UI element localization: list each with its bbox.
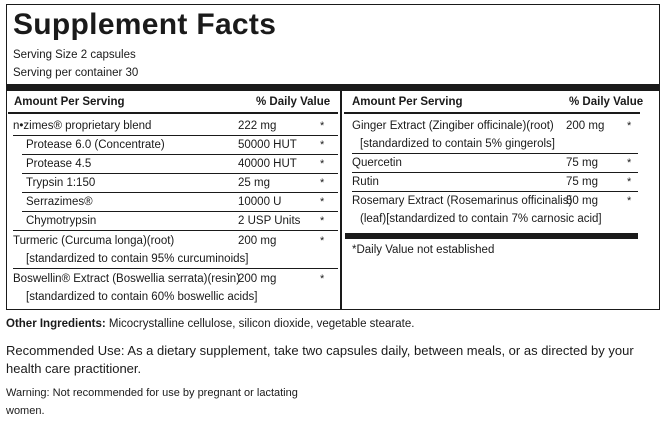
serving-size: Serving Size 2 capsules bbox=[13, 49, 136, 61]
row-rule bbox=[22, 173, 338, 174]
right-row-name: Quercetin bbox=[352, 157, 402, 169]
servings-per-container: Serving per container 30 bbox=[13, 67, 139, 79]
left-row-amount: 40000 HUT bbox=[238, 158, 297, 170]
row-rule bbox=[352, 172, 638, 173]
row-rule bbox=[13, 230, 338, 231]
left-row-dv: * bbox=[320, 177, 325, 189]
right-row-amount: 75 mg bbox=[566, 176, 598, 188]
left-row-amount: 25 mg bbox=[238, 177, 270, 189]
left-row-name: Protease 6.0 (Concentrate) bbox=[26, 139, 165, 151]
panel-title: Supplement Facts bbox=[13, 8, 277, 41]
right-row-amount: 75 mg bbox=[566, 157, 598, 169]
recommended-use: Recommended Use: As a dietary supplement, take two capsules daily, between meals, or as directed by your health care practitioner. bbox=[6, 343, 634, 376]
right-header-rule bbox=[344, 112, 640, 114]
left-row-amount: 200 mg bbox=[238, 235, 277, 247]
right-row-name: Rutin bbox=[352, 176, 379, 188]
right-header-dv: % Daily Value bbox=[569, 96, 644, 108]
row-rule bbox=[22, 192, 338, 193]
daily-value-footnote: *Daily Value not established bbox=[352, 244, 495, 256]
left-row-amount: 222 mg bbox=[238, 120, 277, 132]
right-row-name: Ginger Extract (Zingiber officinale)(root) bbox=[352, 120, 554, 132]
left-row-name: Chymotrypsin bbox=[26, 215, 97, 227]
left-row-dv: * bbox=[320, 158, 325, 170]
warning: Warning: Not recommended for use by pregnant or lactating women. bbox=[6, 387, 298, 417]
left-header-rule bbox=[8, 112, 338, 114]
right-row-note: [standardized to contain 5% gingerols] bbox=[360, 138, 555, 150]
left-header-dv: % Daily Value bbox=[256, 96, 331, 108]
right-header-amount: Amount Per Serving bbox=[352, 96, 463, 108]
right-row-dv: * bbox=[627, 157, 632, 169]
other-ingredients bbox=[6, 318, 414, 330]
left-row-dv: * bbox=[320, 120, 325, 132]
left-row-amount: 2 USP Units bbox=[238, 215, 301, 227]
left-row-amount: 50000 HUT bbox=[238, 139, 297, 151]
row-rule bbox=[22, 154, 338, 155]
row-rule bbox=[352, 153, 638, 154]
row-rule bbox=[13, 135, 338, 136]
left-row-name: Serrazimes® bbox=[26, 196, 93, 208]
left-row-amount: 10000 U bbox=[238, 196, 282, 208]
right-row-dv: * bbox=[627, 195, 632, 207]
row-rule bbox=[352, 191, 638, 192]
left-row-name: Boswellin® Extract (Boswellia serrata)(resin) bbox=[13, 273, 241, 285]
right-row-amount: 200 mg bbox=[566, 120, 605, 132]
left-row-dv: * bbox=[320, 273, 325, 285]
right-row-dv: * bbox=[627, 176, 632, 188]
left-row-name: Turmeric (Curcuma longa)(root) bbox=[13, 235, 175, 247]
right-footer-thick-rule bbox=[345, 233, 638, 239]
row-rule bbox=[13, 268, 338, 269]
left-row-dv: * bbox=[320, 215, 325, 227]
left-row-dv: * bbox=[320, 235, 325, 247]
left-row-amount: 200 mg bbox=[238, 273, 277, 285]
right-row-dv: * bbox=[627, 120, 632, 132]
right-row-note: (leaf)[standardized to contain 7% carnosic acid] bbox=[360, 213, 602, 225]
row-rule bbox=[22, 211, 338, 212]
other-ingredients-text: Micocrystalline cellulose, silicon dioxide, vegetable stearate. bbox=[108, 318, 415, 330]
left-row-name: Protease 4.5 bbox=[26, 158, 92, 170]
header-thick-rule bbox=[6, 84, 660, 91]
left-row-note: [standardized to contain 95% curcuminoids] bbox=[26, 253, 249, 265]
left-row-dv: * bbox=[320, 139, 325, 151]
left-header-amount: Amount Per Serving bbox=[14, 96, 125, 108]
other-ingredients-label: Other Ingredients: bbox=[6, 318, 106, 330]
right-row-amount: 50 mg bbox=[566, 195, 598, 207]
right-row-name: Rosemary Extract (Rosemarinus officinalis) bbox=[352, 195, 573, 207]
left-row-dv: * bbox=[320, 196, 325, 208]
column-divider bbox=[340, 91, 342, 309]
left-row-name: Trypsin 1:150 bbox=[26, 177, 96, 189]
left-row-name: n•zimes® proprietary blend bbox=[13, 120, 152, 132]
left-row-note: [standardized to contain 60% boswellic acids] bbox=[26, 291, 258, 303]
